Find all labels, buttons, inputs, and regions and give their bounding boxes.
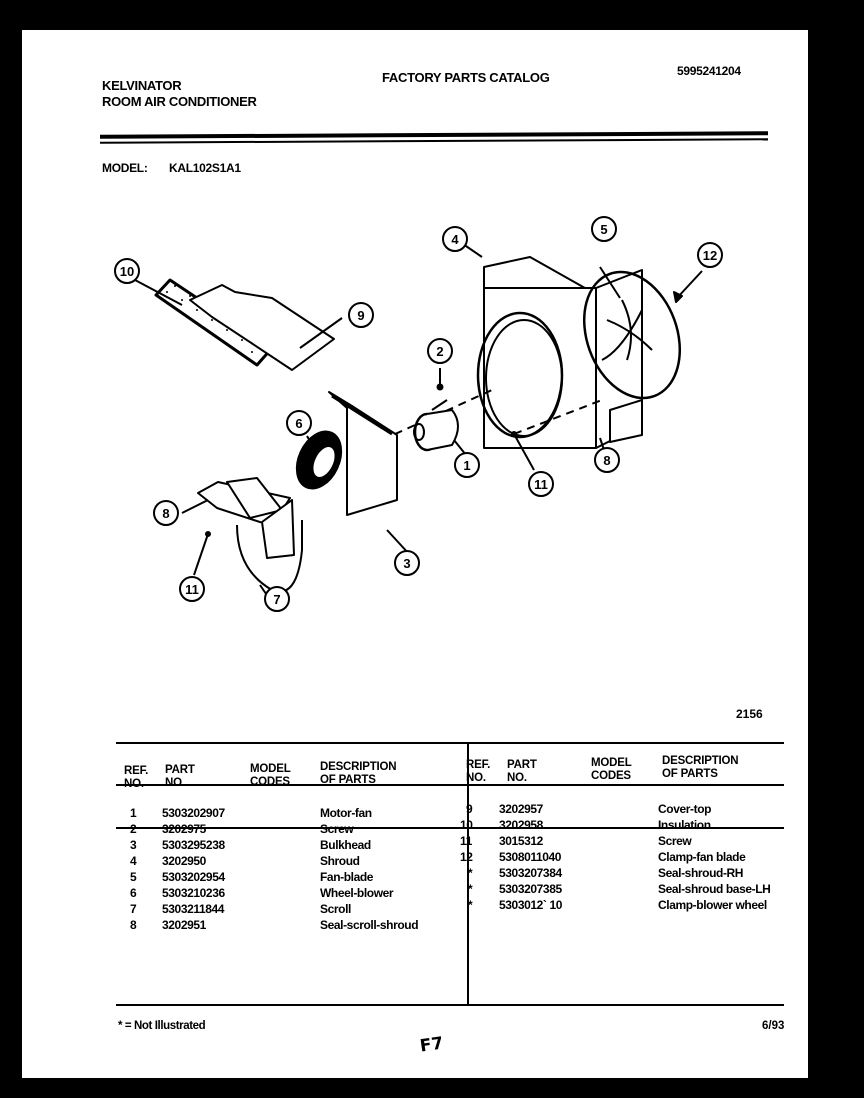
- callout-7: 7: [264, 586, 290, 612]
- callout-11-left: 11: [179, 576, 205, 602]
- col-model-codes-right: MODEL CODES: [591, 757, 632, 782]
- parts-table-right: [460, 801, 790, 913]
- callout-8-right: 8: [594, 447, 620, 473]
- col-ref-no: REF. NO.: [124, 765, 149, 790]
- callout-10: 10: [114, 258, 140, 284]
- callout-11-right: 11: [528, 471, 554, 497]
- table-row: 5 5303202954 Fan-blade: [130, 870, 374, 884]
- callout-8-left: 8: [153, 500, 179, 526]
- callout-2: 2: [427, 338, 453, 364]
- table-row: 11 3015312 Screw: [460, 834, 692, 848]
- table-row: 1 5303202907 Motor-fan: [130, 806, 372, 820]
- catalog-title: FACTORY PARTS CATALOG: [382, 70, 550, 85]
- catalog-page: [22, 30, 808, 1078]
- table-row: 10 3202958 Insulation: [460, 818, 711, 832]
- not-illustrated-note: * = Not Illustrated: [118, 1020, 206, 1032]
- callout-5: 5: [591, 216, 617, 242]
- table-row: * 5303207384 Seal-shroud-RH: [468, 866, 744, 880]
- table-row: 12 5308011040 Clamp-fan blade: [460, 850, 746, 864]
- col-description: DESCRIPTION OF PARTS: [320, 761, 397, 786]
- table-bottom-rule: [116, 1004, 784, 1006]
- callout-1: 1: [454, 452, 480, 478]
- col-model-codes: MODEL CODES: [250, 763, 291, 788]
- table-row: * 5303207385 Seal-shroud base-LH: [468, 882, 771, 896]
- brand-name: KELVINATOR: [102, 78, 182, 93]
- handwritten-mark: F7: [418, 1033, 445, 1057]
- table-row: 8 3202951 Seal-scroll-shroud: [130, 918, 419, 932]
- model-value: KAL102S1A1: [169, 161, 241, 175]
- parts-table-left: [124, 805, 454, 933]
- table-row: * 5303012` 10 Clamp-blower wheel: [468, 898, 767, 912]
- exploded-parts-diagram: [22, 30, 808, 670]
- product-name: ROOM AIR CONDITIONER: [102, 94, 257, 109]
- table-row: 9 3202957 Cover-top: [466, 802, 712, 816]
- table-row: 3 5303295238 Bulkhead: [130, 838, 371, 852]
- col-ref-no-right: REF. NO.: [466, 759, 491, 784]
- table-row: 6 5303210236 Wheel-blower: [130, 886, 394, 900]
- figure-number: 2156: [736, 707, 763, 721]
- table-header-bottom-rule: [116, 784, 784, 786]
- callout-3: 3: [394, 550, 420, 576]
- callout-4: 4: [442, 226, 468, 252]
- table-top-rule: [116, 742, 784, 744]
- table-row: 2 3202975 Screw: [130, 822, 354, 836]
- table-row: 7 5303211844 Scroll: [130, 902, 351, 916]
- callout-9: 9: [348, 302, 374, 328]
- col-part-no: PART NO.: [165, 764, 195, 789]
- callout-6: 6: [286, 410, 312, 436]
- model-label: MODEL:: [102, 161, 148, 175]
- table-row: 4 3202950 Shroud: [130, 854, 360, 868]
- revision-date: 6/93: [762, 1020, 785, 1032]
- catalog-number: 5995241204: [677, 64, 741, 78]
- col-part-no-right: PART NO.: [507, 759, 537, 784]
- col-description-right: DESCRIPTION OF PARTS: [662, 755, 739, 780]
- callout-12: 12: [697, 242, 723, 268]
